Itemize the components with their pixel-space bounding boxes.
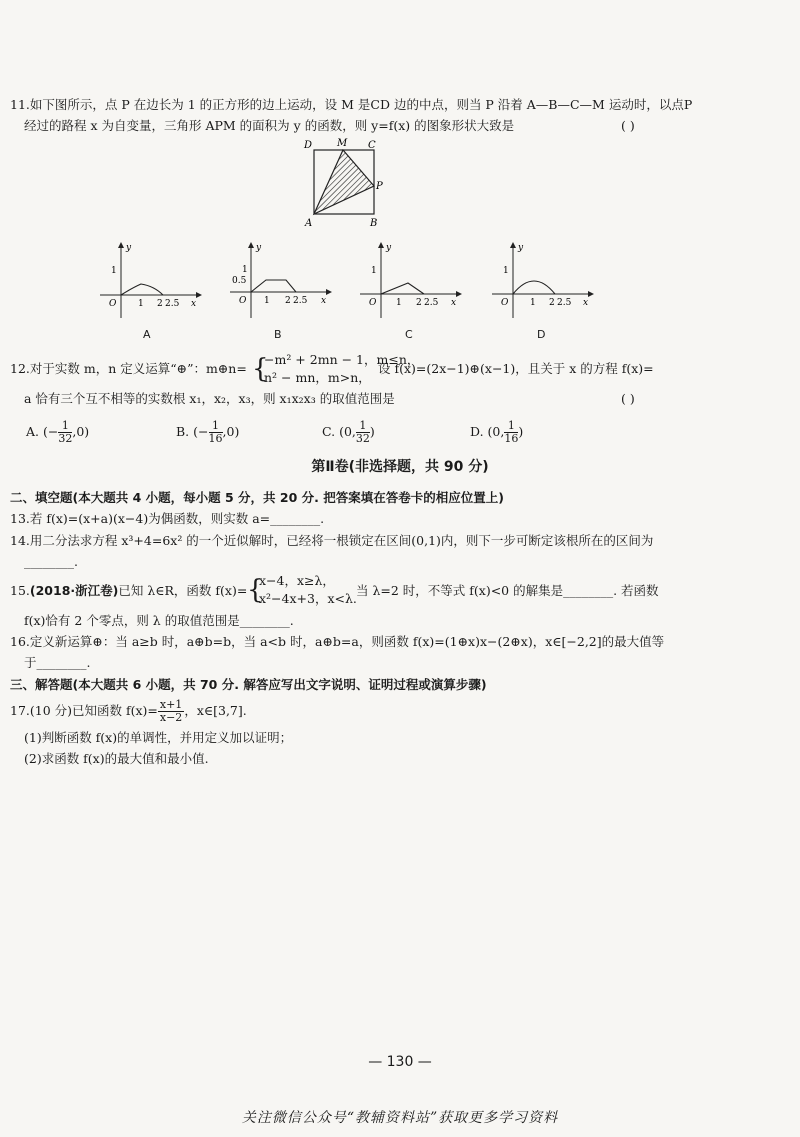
graph-c bbox=[356, 240, 466, 320]
graph-a-caption: A bbox=[143, 328, 151, 341]
svg-text:2.5: 2.5 bbox=[293, 296, 308, 306]
q12-answer-paren: ( ) bbox=[621, 391, 635, 406]
part2-title: 第Ⅱ卷(非选择题，共 90 分) bbox=[311, 459, 489, 475]
svg-text:2: 2 bbox=[416, 298, 422, 308]
label-M: M bbox=[337, 138, 348, 149]
section3-heading: 三、解答题(本大题共 6 小题，共 70 分. 解答应写出文字说明、证明过程或演算步骤) bbox=[10, 677, 487, 692]
q12-option-d: D. (0, $\frac{1}{16}$ ) bbox=[470, 419, 524, 445]
footer-note: 关注微信公众号“教辅资料站”获取更多学习资料 bbox=[241, 1110, 559, 1126]
q12-option-c: C. (0, $\frac{1}{32}$ ) bbox=[322, 419, 375, 445]
shaded-triangle-apm bbox=[314, 150, 374, 214]
q14-line2: ________. bbox=[24, 554, 78, 569]
svg-text:1: 1 bbox=[138, 299, 144, 309]
svg-text:O: O bbox=[501, 298, 509, 308]
svg-text:y: y bbox=[518, 243, 524, 253]
q11-line2: 经过的路程 x 为自变量，三角形 APM 的面积为 y 的函数，则 y=f(x) 的图象形状大致是 bbox=[24, 118, 515, 133]
curve-c bbox=[381, 283, 424, 294]
q17-sub1: (1)判断函数 f(x)的单调性，并用定义加以证明； bbox=[24, 730, 293, 745]
svg-text:1: 1 bbox=[264, 296, 270, 306]
svg-text:2.5: 2.5 bbox=[557, 298, 572, 308]
svg-text:1: 1 bbox=[396, 298, 402, 308]
svg-text:x: x bbox=[191, 299, 197, 309]
svg-text:1: 1 bbox=[503, 266, 509, 276]
graph-d-caption: D bbox=[537, 328, 546, 341]
q16-line2: 于________. bbox=[24, 655, 91, 670]
svg-text:1: 1 bbox=[242, 265, 248, 275]
graph-b-caption: B bbox=[274, 328, 282, 341]
svg-text:2: 2 bbox=[549, 298, 555, 308]
q12-line2: a 恰有三个互不相等的实数根 x₁，x₂，x₃，则 x₁x₂x₃ 的取值范围是 bbox=[24, 391, 395, 406]
section2-heading: 二、填空题(本大题共 4 小题，每小题 5 分，共 20 分. 把答案填在答卷卡的相应位置上) bbox=[10, 490, 504, 505]
q12-prefix: 12.对于实数 m，n 定义运算“⊕”：m⊕n= bbox=[10, 361, 247, 376]
q17-line1: 17.(10 分)已知函数 f(x)= $\frac{x+1}{x-2}$ ，x∈[3,7]. bbox=[10, 698, 247, 724]
q11-line1: 11.如下图所示，点 P 在边长为 1 的正方形的边上运动，设 M 是CD 边的中点，则当 P 沿着 A—B—C—M 运动时，以点P bbox=[10, 97, 693, 112]
q11-answer-paren: ( ) bbox=[621, 118, 635, 133]
svg-text:2.5: 2.5 bbox=[424, 298, 439, 308]
svg-text:O: O bbox=[239, 296, 247, 306]
q12-suffix: 设 f(x)=(2x−1)⊕(x−1)，且关于 x 的方程 f(x)= bbox=[378, 361, 654, 376]
q15-case2: x²−4x+3，x<λ. bbox=[259, 591, 357, 606]
graph-b bbox=[226, 240, 336, 320]
curve-b bbox=[251, 280, 296, 292]
svg-text:1: 1 bbox=[530, 298, 536, 308]
svg-text:2: 2 bbox=[157, 299, 163, 309]
q15-case1: x−4，x≥λ， bbox=[259, 573, 335, 588]
square-figure bbox=[296, 134, 396, 234]
label-B: B bbox=[370, 218, 378, 229]
q12-option-a: A. (− $\frac{1}{32}$ ,0) bbox=[26, 419, 90, 445]
q15-brace: { bbox=[247, 575, 264, 605]
svg-text:2: 2 bbox=[285, 296, 291, 306]
curve-d bbox=[513, 281, 555, 294]
page-number: — 130 — bbox=[368, 1054, 432, 1070]
label-P: P bbox=[376, 181, 383, 192]
svg-text:x: x bbox=[451, 298, 457, 308]
svg-text:O: O bbox=[369, 298, 377, 308]
q12-brace: { bbox=[252, 354, 269, 384]
svg-text:O: O bbox=[109, 299, 117, 309]
svg-text:y: y bbox=[386, 243, 392, 253]
graph-c-caption: C bbox=[405, 328, 413, 341]
q13: 13.若 f(x)=(x+a)(x−4)为偶函数，则实数 a=________. bbox=[10, 511, 325, 526]
svg-text:y: y bbox=[256, 243, 262, 253]
q12-case1: −m² + 2mn − 1，m≤n， bbox=[264, 352, 420, 367]
label-D: D bbox=[304, 140, 313, 151]
q16-line1: 16.定义新运算⊕：当 a≥b 时，a⊕b=b，当 a<b 时，a⊕b=a，则函数 f(x)=(1⊕x)x−(2⊕x)，x∈[−2,2]的最大值等 bbox=[10, 634, 665, 649]
svg-text:x: x bbox=[583, 298, 589, 308]
curve-a bbox=[121, 284, 163, 295]
svg-text:2.5: 2.5 bbox=[165, 299, 180, 309]
svg-text:1: 1 bbox=[371, 266, 377, 276]
q14-line1: 14.用二分法求方程 x³+4=6x² 的一个近似解时，已经将一根锁定在区间(0,1)内，则下一步可断定该根所在的区间为 bbox=[10, 533, 654, 548]
graph-d bbox=[488, 240, 598, 320]
q17-sub2: (2)求函数 f(x)的最大值和最小值. bbox=[24, 751, 209, 766]
q12-case2: n² − mn，m>n， bbox=[264, 370, 371, 385]
q12-option-b: B. (− $\frac{1}{16}$ ,0) bbox=[176, 419, 240, 445]
svg-text:y: y bbox=[126, 243, 132, 253]
label-A: A bbox=[305, 218, 313, 229]
svg-text:x: x bbox=[321, 296, 327, 306]
label-C: C bbox=[368, 140, 376, 151]
graph-a bbox=[96, 240, 206, 320]
q15-line1: 15.(2018·浙江卷)已知 λ∈R，函数 f(x)= bbox=[10, 583, 248, 598]
svg-text:1: 1 bbox=[111, 266, 117, 276]
q15-line2: f(x)恰有 2 个零点，则 λ 的取值范围是________. bbox=[24, 613, 294, 628]
q15-suffix: 当 λ=2 时，不等式 f(x)<0 的解集是________. 若函数 bbox=[356, 583, 659, 598]
svg-text:0.5: 0.5 bbox=[232, 276, 247, 286]
